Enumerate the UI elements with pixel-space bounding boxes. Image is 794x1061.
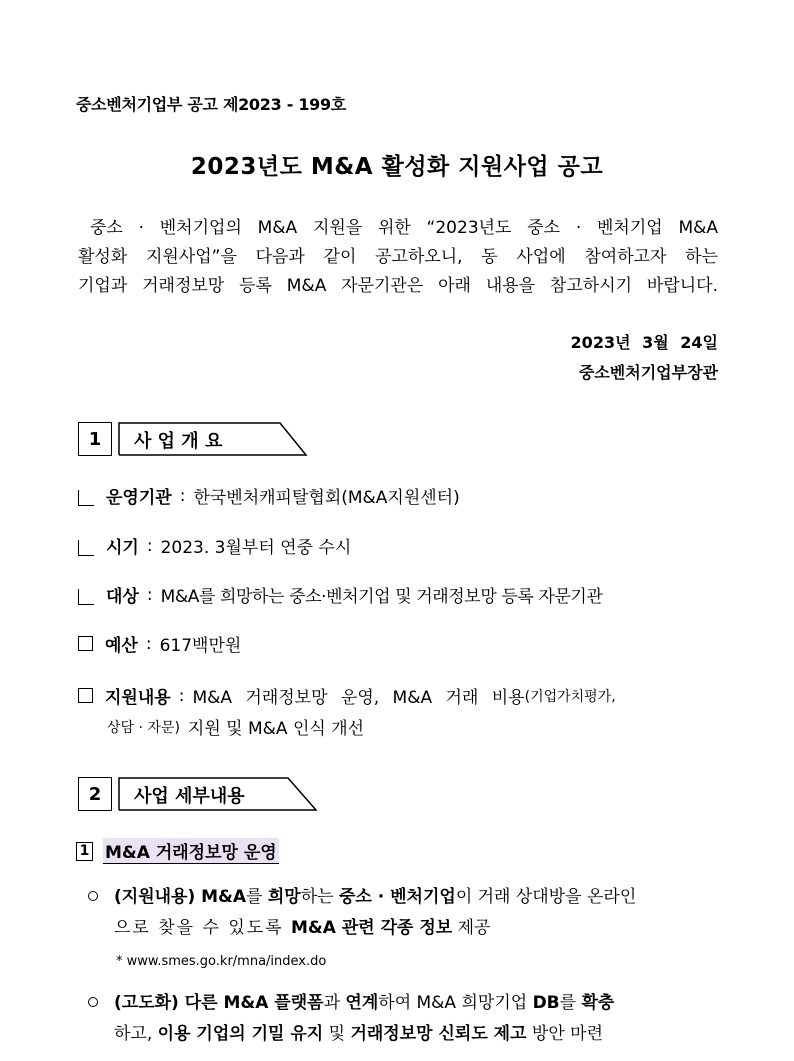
issuer: 중소벤처기업부장관 <box>578 363 718 382</box>
overview-item: 시기 : 2023. 3월부터 연중 수시 <box>78 533 351 558</box>
section-number: 2 <box>78 777 112 811</box>
bullet-text: 으로 찾을 수 있도록 <box>114 918 291 938</box>
bullet-text: DB <box>532 993 560 1013</box>
section-title: 사 업 개 요 <box>134 431 223 452</box>
item-value-detail: (기업가치평가, <box>524 688 616 705</box>
item-value: 한국벤처캐피탈협회(M&A지원센터) <box>193 488 460 508</box>
bullet-text: 과 <box>323 993 346 1013</box>
item-label: 시기 <box>106 538 139 558</box>
bullet-text: 를 <box>246 887 268 907</box>
item-value-detail: 상담 · 자문) <box>107 719 180 736</box>
overview-item: 운영기관 : 한국벤처캐피탈협회(M&A지원센터) <box>78 483 460 508</box>
bullet-text: 희망 <box>267 887 301 907</box>
item-value: 617백만원 <box>159 636 242 656</box>
bullet-corner-icon <box>78 490 94 506</box>
bullet-text: 거래정보망 신뢰도 제고 <box>350 1024 527 1044</box>
subsection-title: M&A 거래정보망 운영 <box>103 838 279 864</box>
overview-item: 대상 : M&A를 희망하는 중소·벤처기업 및 거래정보망 등록 자문기관 <box>78 582 602 607</box>
item-value: M&A 거래정보망 운영, M&A 거래 비용 <box>192 688 525 708</box>
item-value: 지원 및 M&A 인식 개선 <box>187 719 365 739</box>
bullet-square-icon <box>78 688 93 703</box>
item-label: 운영기관 <box>106 488 172 508</box>
bullet-text: 하고, <box>114 1024 158 1044</box>
intro-line: 중소 · 벤처기업의 M&A 지원을 위한 “2023년도 중소 · 벤처기업 M&A <box>90 218 718 238</box>
bullet-square-icon <box>78 636 93 651</box>
item-label: 대상 <box>106 587 139 607</box>
section-header <box>118 777 318 811</box>
bullet-text: (고도화) 다른 M&A 플랫폼 <box>114 993 324 1013</box>
notice-date: 2023년 3월 24일 <box>570 333 718 352</box>
bullet-text: M&A 관련 각종 정보 <box>291 918 453 938</box>
bullet-text: 및 <box>323 1024 351 1044</box>
bullet-text: 이용 기업의 기밀 유지 <box>157 1024 324 1044</box>
bullet-corner-icon <box>78 540 94 556</box>
intro-paragraph <box>78 214 718 301</box>
bullet-text: (지원내용) M&A <box>114 887 247 907</box>
intro-line: 기업과 거래정보망 등록 M&A 자문기관은 아래 내용을 참고하시기 바랍니다. <box>78 276 718 296</box>
url-note: * www.smes.go.kr/mna/index.do <box>116 954 327 969</box>
subsection-number: 1 <box>76 842 93 861</box>
bullet-text: 연계 <box>345 993 379 1013</box>
item-label: 예산 <box>105 636 138 656</box>
subsection-heading <box>76 838 279 864</box>
bullet-text: 확충 <box>581 993 615 1013</box>
bullet-corner-icon <box>78 589 94 605</box>
bullet-text: 이 거래 상대방을 온라인 <box>455 887 637 907</box>
bullet-text: 를 <box>559 993 582 1013</box>
overview-item: 지원내용 : M&A 거래정보망 운영, M&A 거래 비용 (기업가치평가, <box>78 683 616 708</box>
section-number: 1 <box>78 422 112 456</box>
overview-item-continued <box>107 714 364 739</box>
circle-bullet-icon <box>88 891 98 901</box>
item-value: 2023. 3월부터 연중 수시 <box>160 538 352 558</box>
detail-bullet <box>88 882 716 944</box>
item-label: 지원내용 <box>105 688 171 708</box>
circle-bullet-icon <box>88 997 98 1007</box>
bullet-text: 중소 · 벤처기업 <box>338 887 456 907</box>
section-header <box>118 422 308 456</box>
bullet-text: 제공 <box>452 918 491 938</box>
item-value: M&A를 희망하는 중소·벤처기업 및 거래정보망 등록 자문기관 <box>160 587 603 607</box>
notice-number: 중소벤처기업부 공고 제2023 - 199호 <box>76 95 346 114</box>
bullet-text: 방안 마련 <box>526 1024 604 1044</box>
page-title: 2023년도 M&A 활성화 지원사업 공고 <box>190 154 604 180</box>
bullet-text: 하는 <box>300 887 339 907</box>
overview-item: 예산 : 617백만원 <box>78 631 241 656</box>
detail-bullet <box>88 988 716 1050</box>
intro-line: 활성화 지원사업”을 다음과 같이 공고하오니, 동 사업에 참여하고자 하는 <box>78 247 718 267</box>
section-title: 사업 세부내용 <box>134 786 245 807</box>
bullet-text: 하여 M&A 희망기업 <box>378 993 533 1013</box>
